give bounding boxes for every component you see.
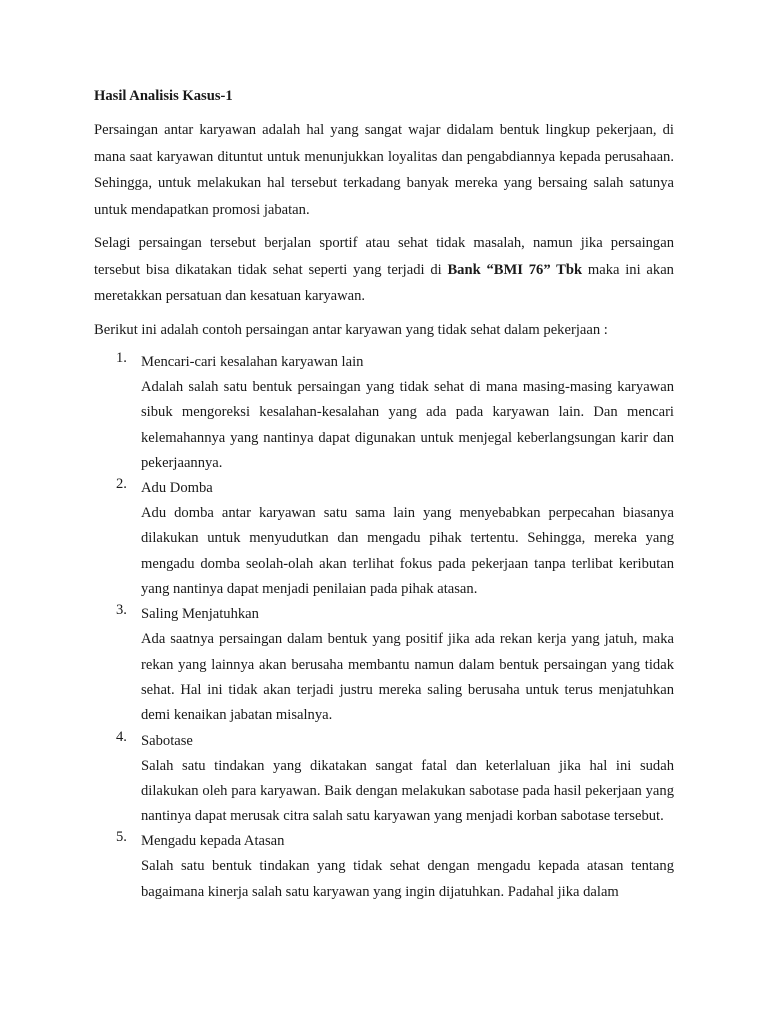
list-item-number: 3.	[116, 602, 127, 619]
document-body	[94, 84, 674, 905]
list-item-title: Saling Menjatuhkan	[141, 606, 259, 623]
list-item	[94, 350, 674, 476]
list-item	[94, 602, 674, 728]
list-item-number: 5.	[116, 829, 127, 846]
paragraph-case-before: Selagi persaingan tersebut berjalan sportif atau sehat tidak masalah, namun jika persaingan tersebut bisa dikatakan tidak sehat seperti yang terjadi di	[94, 235, 674, 278]
list-item-number: 1.	[116, 350, 127, 366]
paragraph-case-after: maka ini akan meretakkan persatuan dan kesatuan karyawan.	[94, 261, 674, 304]
list-item	[94, 476, 674, 602]
list-item	[94, 829, 674, 905]
list-item-body: Salah satu tindakan yang dikatakan sangat fatal dan keterlaluan jika hal ini sudah dilakukan oleh para karyawan. Baik dengan melakukan sabotase pada hasil pekerjaan yang nantinya dapat merusak citra salah satu karyawan yang menjadi korban sabotase tersebut.	[141, 757, 674, 825]
document-title: Hasil Analisis Kasus-1	[94, 88, 233, 104]
list-item-title: Sabotase	[141, 732, 193, 749]
list-item-title: Mengadu kepada Atasan	[141, 833, 285, 850]
numbered-list	[94, 350, 674, 905]
list-item-body: Adalah salah satu bentuk persaingan yang tidak sehat di mana masing-masing karyawan sibuk mengoreksi kesalahan-kesalahan yang ada pada karyawan lain. Dan mencari kelemahannya yang nantinya dapat digunakan untuk menjegal keberlangsungan karir dan pekerjaannya.	[141, 379, 674, 471]
list-item-body: Adu domba antar karyawan satu sama lain yang menyebabkan perpecahan biasanya dilakukan untuk menyudutkan dan mengadu pihak tertentu. Sehingga, mereka yang mengadu domba seolah-olah akan terlihat fokus pada pekerjaan tanpa terlibat keributan yang nantinya dapat menjadi penilaian pada pihak atasan.	[141, 505, 674, 598]
bank-name: Bank “BMI 76” Tbk	[447, 261, 583, 278]
list-item-number: 2.	[116, 476, 127, 493]
paragraph-list-intro: Berikut ini adalah contoh persaingan antar karyawan yang tidak sehat dalam pekerjaan :	[94, 321, 608, 338]
list-item-body: Salah satu bentuk tindakan yang tidak sehat dengan mengadu kepada atasan tentang bagaimana kinerja salah satu karyawan yang ingin dijatuhkan. Padahal jika dalam	[141, 858, 674, 900]
paragraph-case	[94, 230, 674, 310]
list-item-number: 4.	[116, 728, 127, 745]
list-item-title: Mencari-cari kesalahan karyawan lain	[141, 354, 364, 370]
paragraph-intro: Persaingan antar karyawan adalah hal yang sangat wajar didalam bentuk lingkup pekerjaan, di mana saat karyawan dituntut untuk menunjukkan loyalitas dan pengabdiannya kepada perusahaan. Sehingga, untuk melakukan hal tersebut terkadang banyak mereka yang bersaing salah satunya untuk mendapatkan promosi jabatan.	[94, 122, 674, 218]
list-item-body: Ada saatnya persaingan dalam bentuk yang positif jika ada rekan kerja yang jatuh, maka rekan yang lainnya akan berusaha membantu namun dalam bentuk persaingan yang tidak sehat. Hal ini tidak akan terjadi justru mereka saling berusaha untuk terus menjatuhkan demi kenaikan jabatan misalnya.	[141, 631, 674, 724]
list-item	[94, 729, 674, 830]
list-item-title: Adu Domba	[141, 480, 213, 497]
